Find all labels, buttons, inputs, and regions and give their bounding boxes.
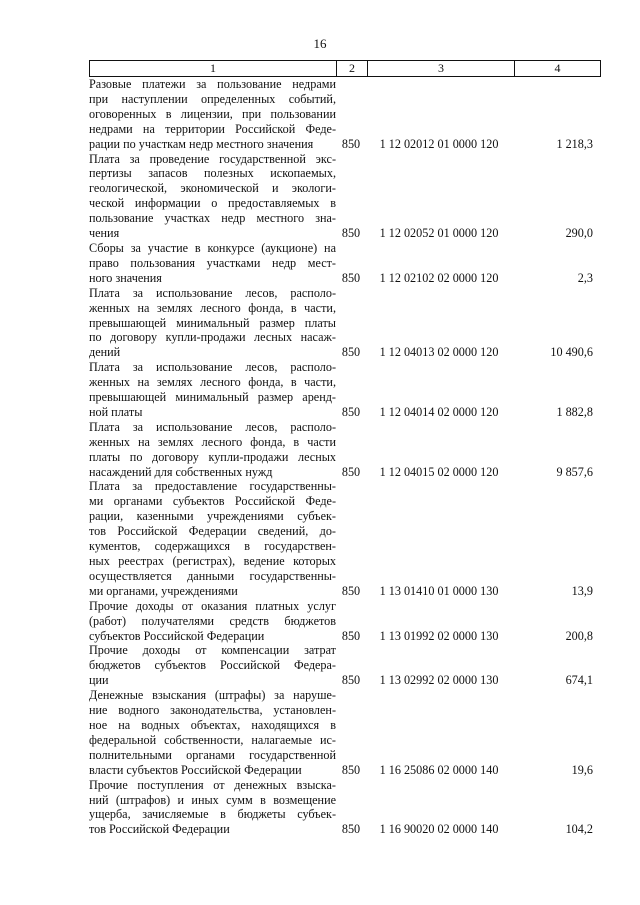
description-line: платы по договору купли-продажи лесных — [89, 449, 336, 464]
table-header — [89, 60, 601, 77]
description-line: рации, казенными учреждениями субъек- — [89, 509, 336, 524]
description-line: Плата за использование лесов, располо- — [89, 419, 336, 434]
description-line: федеральной собственности, налагаемые ис- — [89, 732, 336, 747]
description-line: Плата за предоставление государственны- — [89, 479, 336, 494]
description-line: рации по участкам недр местного значения — [89, 136, 314, 151]
amount: 19,6 — [571, 762, 593, 777]
description-line: дений — [89, 345, 121, 360]
table-row — [89, 688, 601, 777]
description-line: ние водного законодательства, установлен- — [89, 703, 336, 718]
amount: 290,0 — [565, 226, 593, 241]
row-description — [89, 286, 336, 361]
description-line: ческой информации о предоставляемых в — [89, 196, 336, 211]
row-description — [89, 643, 336, 688]
header-col-4: 4 — [515, 61, 601, 77]
admin-code: 850 — [341, 762, 361, 777]
row-description — [89, 420, 336, 480]
amount: 200,8 — [565, 628, 593, 643]
row-description — [89, 241, 336, 286]
description-line: Прочие поступления от денежных взыска- — [89, 777, 336, 792]
description-line: бюджетов субъектов Российской Федера- — [89, 658, 336, 673]
admin-code: 850 — [341, 345, 361, 360]
row-description — [89, 599, 336, 644]
admin-code: 850 — [341, 673, 361, 688]
description-line: Плата за проведение государственной экс- — [89, 151, 336, 166]
description-line: превышающей минимальный размер аренд- — [89, 390, 336, 405]
admin-code: 850 — [341, 628, 361, 643]
header-col-2: 2 — [337, 61, 368, 77]
table-row — [89, 241, 601, 286]
description-line: ной платы — [89, 404, 143, 419]
description-line: пользование участках недр местного зна- — [89, 211, 336, 226]
budget-classification-code: 1 12 04014 02 0000 120 — [379, 404, 499, 419]
description-line: ми органами субъектов Российской Феде- — [89, 494, 336, 509]
header-col-3: 3 — [368, 61, 515, 77]
amount: 104,2 — [565, 822, 593, 837]
description-line: Денежные взыскания (штрафы) за наруше- — [89, 688, 336, 703]
description-line: геологической, экономической и экологи- — [89, 181, 336, 196]
description-line: недрами на территории Российской Феде- — [89, 121, 336, 136]
amount: 1 882,8 — [556, 404, 593, 419]
row-description — [89, 479, 336, 598]
admin-code: 850 — [341, 822, 361, 837]
table-row — [89, 152, 601, 241]
budget-classification-code: 1 12 02102 02 0000 120 — [379, 270, 499, 285]
row-description — [89, 778, 336, 838]
budget-classification-code: 1 12 04015 02 0000 120 — [379, 464, 499, 479]
budget-classification-code: 1 12 02052 01 0000 120 — [379, 226, 499, 241]
admin-code: 850 — [341, 270, 361, 285]
description-line: Разовые платежи за пользование недрами — [89, 77, 336, 91]
description-line: субъектов Российской Федерации — [89, 628, 265, 643]
description-line: Прочие доходы от оказания платных услуг — [89, 598, 336, 613]
budget-classification-code: 1 16 25086 02 0000 140 — [379, 762, 499, 777]
description-line: Сборы за участие в конкурсе (аукционе) на — [89, 240, 336, 255]
amount: 1 218,3 — [556, 136, 593, 151]
row-description — [89, 360, 336, 420]
description-line: насаждений для собственных нужд — [89, 464, 273, 479]
amount: 13,9 — [571, 583, 593, 598]
header-col-1: 1 — [90, 61, 337, 77]
admin-code: 850 — [341, 583, 361, 598]
description-line: ное на водных объектах, находящихся в — [89, 717, 336, 732]
row-description — [89, 77, 336, 152]
description-line: тов Российской Федерации — [89, 822, 230, 837]
budget-classification-code: 1 13 02992 02 0000 130 — [379, 673, 499, 688]
table-row — [89, 360, 601, 420]
description-line: право пользования участками недр мест- — [89, 255, 336, 270]
description-line: женных на землях лесного фонда, в части, — [89, 375, 336, 390]
row-description — [89, 152, 336, 241]
description-line: превышающей минимальный размер платы — [89, 315, 336, 330]
description-line: при наступлении определенных событий, — [89, 91, 336, 106]
amount: 10 490,6 — [550, 345, 593, 360]
admin-code: 850 — [341, 404, 361, 419]
page-number: 16 — [313, 36, 327, 51]
description-line: осуществляется данными государственны- — [89, 568, 336, 583]
row-description — [89, 688, 336, 777]
description-line: по договору купли-продажи лесных насаж- — [89, 330, 336, 345]
table-body — [89, 77, 601, 837]
table-row — [89, 643, 601, 688]
description-line: Плата за использование лесов, располо- — [89, 285, 336, 300]
description-line: полнительными органами государственной — [89, 747, 336, 762]
description-line: ущерба, зачисляемые в бюджеты субъек- — [89, 807, 336, 822]
table-row — [89, 599, 601, 644]
budget-classification-code: 1 13 01992 02 0000 130 — [379, 628, 499, 643]
description-line: тов Российской Федерации сведений, до- — [89, 524, 336, 539]
table-row — [89, 778, 601, 838]
budget-classification-code: 1 16 90020 02 0000 140 — [379, 822, 499, 837]
admin-code: 850 — [341, 226, 361, 241]
description-line: ции — [89, 673, 109, 688]
admin-code: 850 — [341, 136, 361, 151]
description-line: власти субъектов Российской Федерации — [89, 762, 302, 777]
description-line: чения — [89, 226, 120, 241]
description-line: пертизы запасов полезных ископаемых, — [89, 166, 336, 181]
description-line: женных на землях лесного фонда, в части, — [89, 300, 336, 315]
description-line: кументов, содержащихся в государствен- — [89, 539, 336, 554]
table-row — [89, 479, 601, 598]
amount: 674,1 — [565, 673, 593, 688]
description-line: ного значения — [89, 270, 162, 285]
budget-classification-code: 1 12 02012 01 0000 120 — [379, 136, 499, 151]
description-line: ных реестрах (регистрах), ведение которых — [89, 554, 336, 568]
amount: 2,3 — [577, 270, 593, 285]
budget-classification-code: 1 12 04013 02 0000 120 — [379, 345, 499, 360]
description-line: оговоренных в лицензии, при пользовании — [89, 106, 336, 121]
description-line: Прочие доходы от компенсации затрат — [89, 643, 336, 658]
budget-classification-code: 1 13 01410 01 0000 130 — [379, 583, 499, 598]
table-row — [89, 77, 601, 152]
amount: 9 857,6 — [556, 464, 593, 479]
description-line: женных на землях лесного фонда, в части — [89, 434, 336, 449]
description-line: ний (штрафов) и иных сумм в возмещение — [89, 792, 336, 807]
admin-code: 850 — [341, 464, 361, 479]
table-row — [89, 286, 601, 361]
description-line: Плата за использование лесов, располо- — [89, 360, 336, 375]
description-line: (работ) получателями средств бюджетов — [89, 613, 336, 628]
table-row — [89, 420, 601, 480]
description-line: ми органами, учреждениями — [89, 583, 238, 598]
